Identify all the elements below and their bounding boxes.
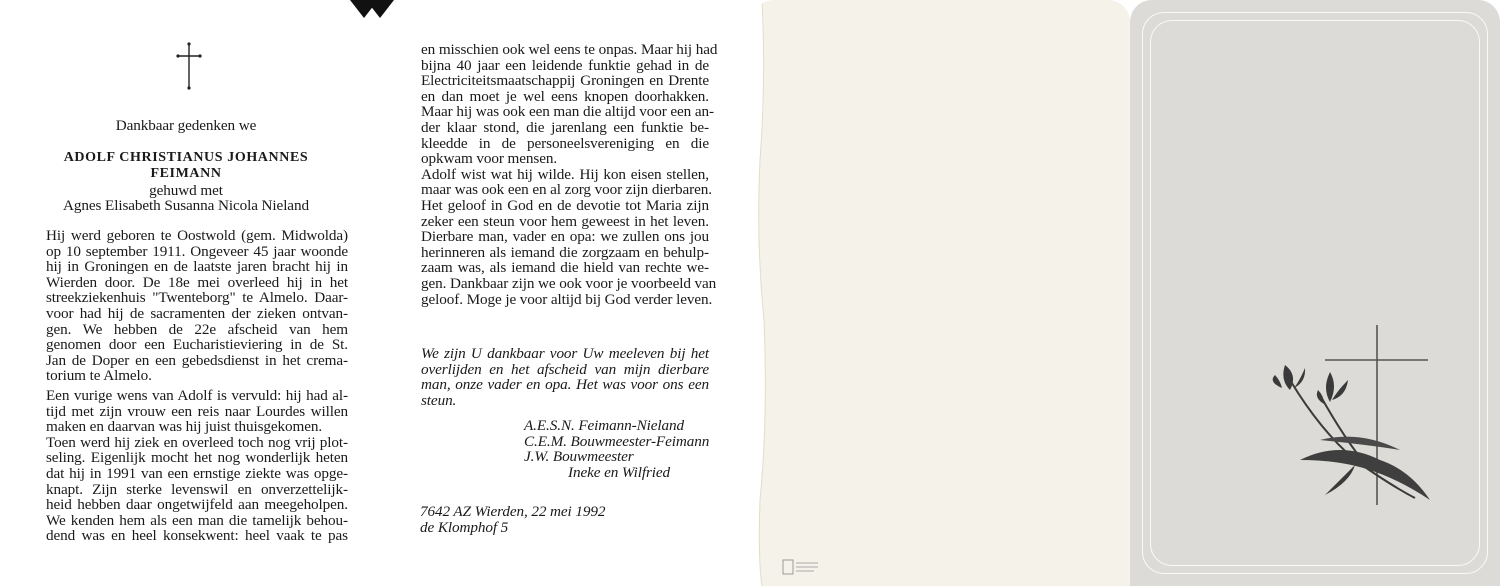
text-line: Het geloof in God en de devotie tot Maria zijn: [421, 196, 709, 214]
spouse-name: Agnes Elisabeth Susanna Nicola Nieland: [63, 197, 309, 214]
thanks-paragraph: [421, 346, 709, 408]
text-line: maar was ook een en al zorg voor zijn dierbaren.: [421, 181, 712, 199]
text-line: op 10 september 1911. Ongeveer 45 jaar woonde: [46, 242, 348, 260]
text-line: tijd met zijn vrouw een reis naar Lourdes willen: [46, 402, 348, 420]
signature-line: C.E.M. Bouwmeester-Feimann: [524, 432, 710, 450]
text-line: We zijn U dankbaar voor Uw meeleven bij het: [421, 345, 709, 362]
text-line: en misschien ook wel eens te onpas. Maar hij had: [421, 41, 718, 58]
signature-line: A.E.S.N. Feimann-Nieland: [524, 417, 684, 434]
text-line: We kenden hem als een man die tamelijk behou-: [46, 511, 348, 529]
card-page-left: [0, 0, 372, 586]
text-line: torium te Almelo.: [46, 367, 152, 385]
text-line: Adolf wist wat hij wilde. Hij kon eisen stellen,: [421, 165, 709, 183]
text-line: opkwam voor mensen.: [421, 150, 558, 168]
text-line: Hij werd geboren te Oostwold (gem. Midwolda): [46, 227, 348, 244]
signature-line: J.W. Bouwmeester: [524, 448, 634, 466]
text-line: maken en daarvan was hij juist thuisgekomen.: [46, 418, 323, 436]
text-line: gen. We hebben de 22e afscheid van hem: [46, 320, 348, 338]
address-line: 7642 AZ Wierden, 22 mei 1992: [420, 503, 606, 520]
text-line: man, onze vader en opa. Het was voor ons een: [421, 376, 709, 394]
text-line: bijna 40 jaar een leidende funktie gehad in de: [421, 56, 709, 74]
address-line: de Klomphof 5: [420, 518, 509, 536]
text-line: zeker een steun voor hem geweest in het leven.: [421, 212, 709, 230]
card-page-right: [372, 0, 750, 586]
deceased-name: [0, 150, 372, 181]
continuation-paragraph: [421, 41, 718, 308]
card-cover: [1130, 0, 1500, 586]
text-line: en dan moet je wel eens knopen doorhakken.: [421, 87, 709, 105]
text-line: gen. Dankbaar zijn we ook voor je voorbeeld van: [421, 274, 717, 292]
text-line: genomen door een Eucharistieviering in de St.: [46, 336, 348, 354]
text-line: geloof. Moge je voor altijd bij God verder leven.: [421, 290, 713, 308]
text-line: voor had hij de sacramenten der zieken ontvan-: [46, 304, 348, 322]
intro-text: Dankbaar gedenken we: [115, 117, 257, 134]
text-line: Electriciteitsmaatschappij Groningen en Drente: [421, 72, 709, 90]
text-line: kleedde in de personeelsvereniging en die: [421, 134, 709, 152]
text-line: dend was en heel konsekwent: heel vaak te pas: [46, 527, 348, 545]
text-line: Toen werd hij ziek en overleed toch nog vrij plot-: [46, 433, 348, 451]
biography-paragraph-1: [46, 228, 348, 384]
text-line: Maar hij was ook een man die altijd voor een an-: [421, 103, 714, 121]
text-line: Jan de Doper en een gebedsdienst in het crema-: [46, 351, 348, 369]
text-line: steun.: [421, 391, 457, 409]
text-line: zaam was, als iemand die hield van rechte we-: [421, 259, 709, 277]
torn-edge: [752, 0, 792, 586]
card-inner-back: [752, 0, 1130, 586]
text-line: der klaar stond, die jarenlang een funktie be-: [421, 118, 709, 136]
printer-logo-icon: [782, 558, 822, 578]
text-line: Een vurige wens van Adolf is vervuld: hij had al-: [46, 387, 348, 404]
text-line: Dierbare man, vader en opa: we zullen ons jou: [421, 228, 709, 246]
cross-icon: [174, 40, 204, 90]
text-line: hij in Groningen en de laatste jaren bracht hij in: [46, 258, 348, 276]
address: [420, 504, 605, 535]
text-line: streekziekenhuis "Twenteborg" te Almelo. Daar-: [46, 289, 348, 307]
text-line: knapt. Zijn sterke levenswil en onverzettelijk-: [46, 480, 348, 498]
signature-line: Ineke en Wilfried: [568, 463, 671, 481]
text-line: dat hij in 1991 van een ernstige ziekte was opge-: [46, 464, 348, 482]
fold-notch: [350, 0, 372, 22]
signatures: [524, 418, 709, 480]
cross-with-flowers-icon: [1260, 320, 1440, 520]
text-line: heid hebben daar ongetwijfeld aan meegeholpen.: [46, 496, 348, 514]
biography-paragraph-2: [46, 388, 348, 544]
text-line: overlijden en het afscheid van mijn dierbare: [421, 360, 709, 378]
name-line-2: FEIMANN: [150, 165, 222, 181]
married-text: gehuwd met: [149, 182, 223, 199]
text-line: herinneren als iemand die zorgzaam en behulp-: [421, 243, 709, 261]
text-line: Wierden door. De 18e mei overleed hij in het: [46, 273, 348, 291]
text-line: seling. Eigenlijk mocht het nog wonderlijk heten: [46, 449, 348, 467]
fold-notch: [372, 0, 394, 22]
name-line-1: ADOLF CHRISTIANUS JOHANNES: [63, 150, 309, 165]
